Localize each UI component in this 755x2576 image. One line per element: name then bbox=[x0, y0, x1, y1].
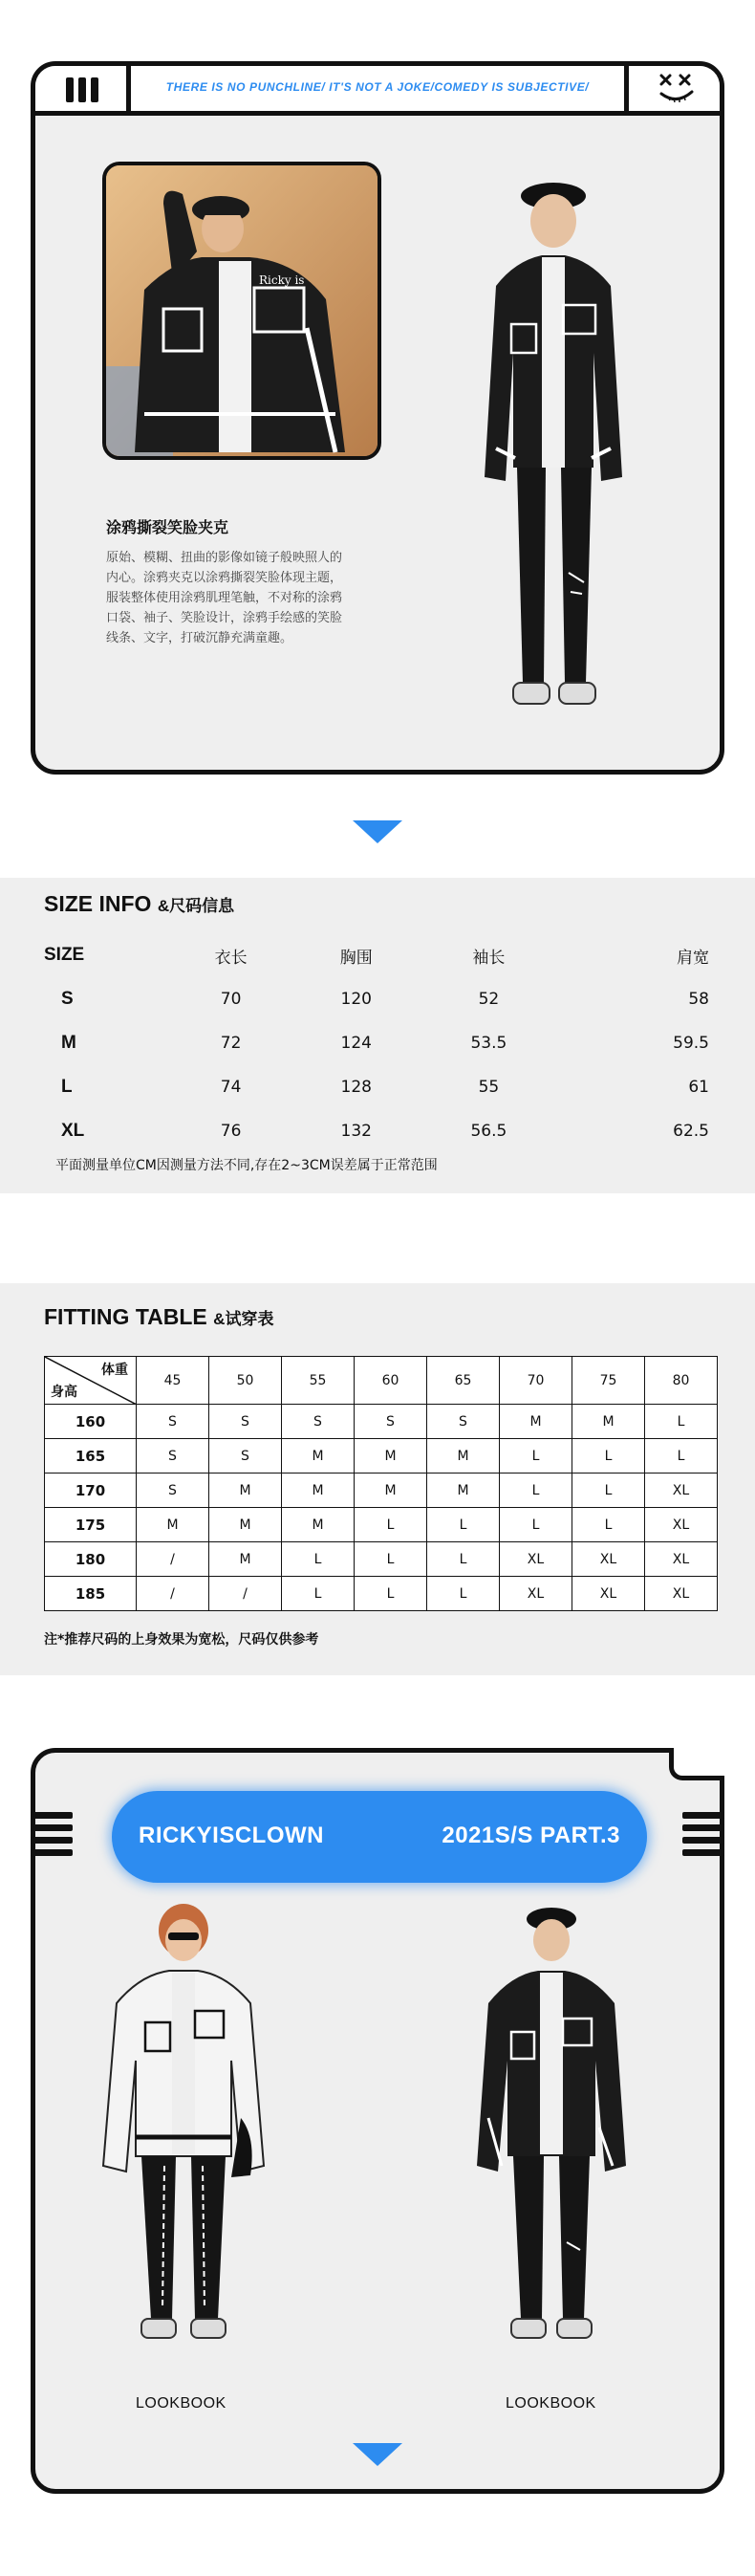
height-cell: 170 bbox=[45, 1474, 137, 1508]
table-cell: 59.5 bbox=[673, 1034, 709, 1053]
card-header bbox=[35, 66, 720, 116]
fitting-section bbox=[0, 1283, 755, 1675]
stripe-lines-right bbox=[682, 1812, 724, 1862]
height-cell: 165 bbox=[45, 1439, 137, 1474]
fitting-note: 注*推荐尺码的上身效果为宽松，尺码仅供参考 bbox=[44, 1632, 319, 1648]
chevron-down-icon bbox=[351, 2441, 404, 2468]
product-card bbox=[31, 61, 724, 775]
table-cell: XL bbox=[572, 1542, 645, 1577]
fitting-header-row bbox=[45, 1357, 718, 1405]
table-cell: L bbox=[500, 1474, 572, 1508]
table-cell: L bbox=[572, 1439, 645, 1474]
table-cell: M bbox=[282, 1439, 355, 1474]
column-header: SIZE bbox=[44, 945, 85, 965]
table-cell: 58 bbox=[688, 990, 709, 1009]
table-cell: L bbox=[282, 1577, 355, 1611]
table-cell: / bbox=[137, 1577, 209, 1611]
table-cell: L bbox=[282, 1542, 355, 1577]
size-info-title-cn: &尺码信息 bbox=[157, 897, 235, 915]
lookbook-model-black-image bbox=[456, 1898, 647, 2357]
table-cell: XL bbox=[500, 1542, 572, 1577]
height-label: 身高 bbox=[51, 1385, 77, 1400]
table-row bbox=[45, 1474, 718, 1508]
table-cell: L bbox=[645, 1405, 718, 1439]
table-row bbox=[45, 1405, 718, 1439]
table-cell: XL bbox=[645, 1474, 718, 1508]
jacket-print-text: Ricky is bbox=[259, 273, 305, 287]
table-cell: L bbox=[427, 1577, 500, 1611]
weight-header: 70 bbox=[500, 1357, 572, 1405]
table-cell: L bbox=[355, 1577, 427, 1611]
table-cell: 124 bbox=[340, 1034, 372, 1053]
table-cell: 52 bbox=[478, 990, 500, 1009]
table-cell: M bbox=[209, 1542, 282, 1577]
fitting-title bbox=[44, 1304, 273, 1330]
table-cell: 61 bbox=[688, 1078, 709, 1097]
table-cell: XL bbox=[645, 1508, 718, 1542]
table-cell: M bbox=[572, 1405, 645, 1439]
lookbook-model-white-image bbox=[88, 1898, 279, 2357]
triple-bar-icon bbox=[66, 77, 103, 106]
table-row bbox=[44, 977, 713, 1021]
table-row bbox=[45, 1508, 718, 1542]
standing-model-image bbox=[458, 162, 649, 735]
product-description bbox=[106, 548, 393, 648]
lookbook-caption-left: LOOKBOOK bbox=[136, 2395, 226, 2412]
height-cell: 175 bbox=[45, 1508, 137, 1542]
model-photo-illustration bbox=[106, 165, 378, 456]
table-cell: L bbox=[500, 1508, 572, 1542]
size-info-section bbox=[0, 878, 755, 1193]
table-cell: 53.5 bbox=[470, 1034, 507, 1053]
table-cell: 128 bbox=[340, 1078, 372, 1097]
table-cell: S bbox=[427, 1405, 500, 1439]
size-table-header bbox=[44, 933, 713, 977]
description-line: 线条、文字，打破沉静充满童趣。 bbox=[106, 631, 293, 645]
description-line: 内心。涂鸦夹克以涂鸦撕裂笑脸体现主题， bbox=[106, 571, 343, 585]
table-cell: 55 bbox=[478, 1078, 500, 1097]
weight-header: 55 bbox=[282, 1357, 355, 1405]
table-cell: S bbox=[137, 1439, 209, 1474]
size-label: XL bbox=[61, 1121, 85, 1141]
weight-header: 75 bbox=[572, 1357, 645, 1405]
table-cell: S bbox=[209, 1405, 282, 1439]
height-cell: 160 bbox=[45, 1405, 137, 1439]
table-cell: L bbox=[500, 1439, 572, 1474]
table-cell: S bbox=[282, 1405, 355, 1439]
table-cell: S bbox=[137, 1474, 209, 1508]
table-cell: L bbox=[645, 1439, 718, 1474]
table-cell: S bbox=[209, 1439, 282, 1474]
table-cell: 120 bbox=[340, 990, 372, 1009]
clown-face-icon bbox=[658, 73, 696, 105]
table-cell: S bbox=[355, 1405, 427, 1439]
table-cell: XL bbox=[500, 1577, 572, 1611]
table-cell: 132 bbox=[340, 1122, 372, 1141]
weight-header: 65 bbox=[427, 1357, 500, 1405]
table-cell: M bbox=[209, 1508, 282, 1542]
table-row bbox=[45, 1542, 718, 1577]
table-cell: XL bbox=[645, 1542, 718, 1577]
menu-box bbox=[35, 66, 131, 111]
table-cell: L bbox=[427, 1542, 500, 1577]
size-table bbox=[44, 933, 713, 1153]
table-cell: M bbox=[355, 1439, 427, 1474]
table-cell: L bbox=[572, 1508, 645, 1542]
height-cell: 185 bbox=[45, 1577, 137, 1611]
header-tagline: THERE IS NO PUNCHLINE/ IT'S NOT A JOKE/COMEDY IS SUBJECTIVE/ bbox=[165, 80, 590, 94]
table-cell: M bbox=[500, 1405, 572, 1439]
column-header: 袖长 bbox=[472, 948, 506, 968]
table-cell: 76 bbox=[220, 1122, 242, 1141]
stripe-lines-left bbox=[31, 1812, 73, 1862]
table-cell: L bbox=[572, 1474, 645, 1508]
table-cell: L bbox=[427, 1508, 500, 1542]
weight-header: 45 bbox=[137, 1357, 209, 1405]
size-label: S bbox=[61, 989, 74, 1009]
table-cell: M bbox=[427, 1439, 500, 1474]
product-photo bbox=[102, 162, 381, 460]
column-header: 肩宽 bbox=[677, 948, 709, 968]
column-header: 胸围 bbox=[339, 948, 373, 968]
table-cell: / bbox=[137, 1542, 209, 1577]
collection-name: 2021S/S PART.3 bbox=[442, 1823, 620, 1848]
table-cell: 74 bbox=[220, 1078, 242, 1097]
table-cell: M bbox=[282, 1474, 355, 1508]
table-row bbox=[45, 1577, 718, 1611]
brand-name: RICKYISCLOWN bbox=[139, 1823, 324, 1848]
size-info-title bbox=[44, 891, 234, 917]
lookbook-caption-right: LOOKBOOK bbox=[506, 2395, 596, 2412]
weight-header: 50 bbox=[209, 1357, 282, 1405]
table-cell: M bbox=[427, 1474, 500, 1508]
weight-header: 80 bbox=[645, 1357, 718, 1405]
fitting-table bbox=[44, 1356, 718, 1611]
size-note: 平面测量单位CM因测量方法不同,存在2~3CM误差属于正常范围 bbox=[55, 1158, 438, 1173]
table-cell: XL bbox=[572, 1577, 645, 1611]
logo-box bbox=[624, 66, 720, 111]
table-cell: 72 bbox=[220, 1034, 242, 1053]
table-row bbox=[44, 1065, 713, 1109]
height-cell: 180 bbox=[45, 1542, 137, 1577]
lookbook-card bbox=[31, 1748, 724, 2494]
table-row bbox=[44, 1021, 713, 1065]
table-row bbox=[45, 1439, 718, 1474]
table-cell: 56.5 bbox=[470, 1122, 507, 1141]
table-cell: M bbox=[282, 1508, 355, 1542]
table-cell: M bbox=[137, 1508, 209, 1542]
chevron-down-icon bbox=[351, 819, 404, 845]
size-label: L bbox=[61, 1077, 73, 1097]
table-cell: 62.5 bbox=[673, 1122, 709, 1141]
table-cell: / bbox=[209, 1577, 282, 1611]
brand-banner bbox=[112, 1791, 647, 1883]
table-cell: L bbox=[355, 1508, 427, 1542]
fitting-title-cn: &试穿表 bbox=[213, 1310, 274, 1328]
product-title: 涂鸦撕裂笑脸夹克 bbox=[106, 518, 229, 536]
fitting-title-en: FITTING TABLE bbox=[44, 1304, 207, 1329]
weight-header: 60 bbox=[355, 1357, 427, 1405]
description-line: 原始、模糊、扭曲的影像如镜子般映照人的 bbox=[106, 551, 343, 565]
table-cell: M bbox=[209, 1474, 282, 1508]
description-line: 口袋、袖子、笑脸设计，涂鸦手绘感的笑脸 bbox=[106, 611, 343, 625]
table-cell: XL bbox=[645, 1577, 718, 1611]
card-notch bbox=[669, 1748, 724, 1780]
description-line: 服装整体使用涂鸦肌理笔触，不对称的涂鸦 bbox=[106, 591, 343, 605]
table-row bbox=[44, 1109, 713, 1153]
corner-cell bbox=[45, 1357, 137, 1405]
size-label: M bbox=[61, 1033, 76, 1053]
weight-label: 体重 bbox=[101, 1363, 128, 1378]
table-cell: L bbox=[355, 1542, 427, 1577]
column-header: 衣长 bbox=[214, 948, 248, 968]
size-info-title-en: SIZE INFO bbox=[44, 891, 152, 916]
table-cell: M bbox=[355, 1474, 427, 1508]
table-cell: 70 bbox=[220, 990, 242, 1009]
table-cell: S bbox=[137, 1405, 209, 1439]
